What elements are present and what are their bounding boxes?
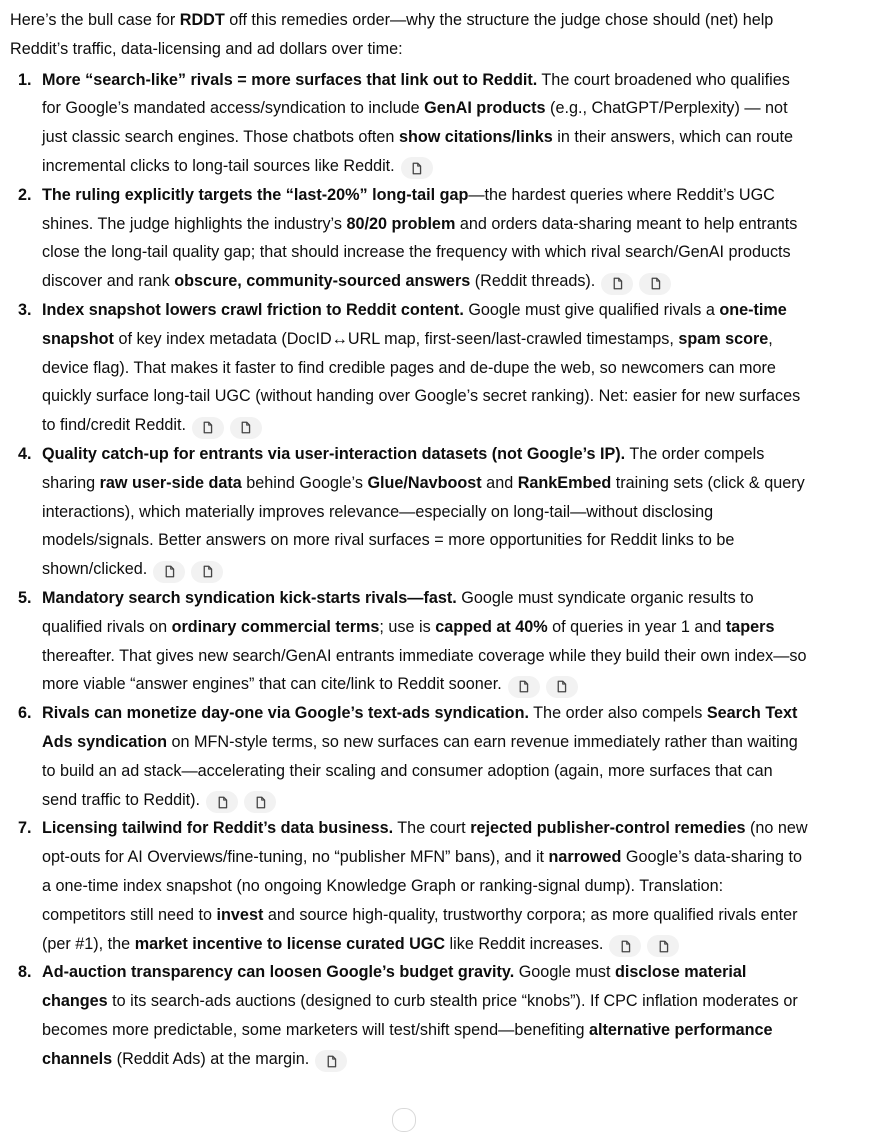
bold-text: raw user-side data: [99, 473, 242, 492]
body-text: training sets (click & query interactions), which materially improves relevance—especially on long-tail—without disclosing models/signals. Better answers on more rival surfaces = more opportunities for Reddit links to be shown/clicked.: [42, 473, 805, 579]
bold-text: Search Text Ads syndication: [42, 704, 798, 751]
intro-paragraph: [10, 6, 810, 64]
body-text: behind Google’s: [241, 473, 368, 492]
body-text: of key index metadata (DocID↔URL map, first-seen/last-crawled timestamps,: [113, 329, 679, 348]
body-text: The court: [393, 819, 471, 838]
bold-text: capped at 40%: [435, 617, 548, 636]
bold-text: Rivals can monetize day-one via Google’s text-ads syndication.: [42, 704, 529, 723]
bold-text: alternative performance channels: [42, 1020, 773, 1068]
document-icon: [619, 940, 632, 953]
document-icon: [517, 680, 530, 693]
body-text: The order also compels: [528, 704, 707, 723]
list-number: 8.: [18, 963, 32, 982]
bold-text: invest: [216, 905, 264, 924]
body-text: in their answers, which can route incremental clicks to long-tail sources like Reddit.: [42, 128, 793, 175]
list-item: [10, 296, 810, 440]
citation-button[interactable]: [315, 1050, 347, 1072]
bold-text: More “search-like” rivals = more surfaces that link out to Reddit.: [42, 70, 538, 89]
body-text: The order compels sharing: [42, 444, 765, 492]
citation-button[interactable]: [609, 935, 641, 957]
document-icon: [216, 796, 229, 809]
body-text: ; use is: [379, 617, 436, 636]
citation-button[interactable]: [153, 561, 185, 583]
bold-text: Glue/Navboost: [367, 473, 482, 492]
intro-ticker: RDDT: [179, 11, 225, 29]
bull-case-list: [10, 66, 810, 1074]
body-text: and: [481, 473, 518, 492]
list-number: 3.: [18, 300, 32, 319]
document-icon: [163, 565, 176, 578]
bold-text: 80/20 problem: [346, 214, 456, 233]
citation-button[interactable]: [230, 417, 262, 439]
bold-text: Index snapshot lowers crawl friction to Reddit content.: [42, 300, 464, 319]
list-item: [10, 584, 810, 699]
body-text: (Reddit Ads) at the margin.: [112, 1049, 310, 1068]
document-icon: [611, 277, 624, 290]
citation-button[interactable]: [192, 417, 224, 439]
body-text: on MFN-style terms, so new surfaces can earn revenue immediately rather than waiting to build an ad stack—accelerating their scaling and consumer adoption (again, more surfaces that can send traffic to Reddit).: [42, 732, 798, 809]
body-text: Google must: [514, 963, 615, 982]
body-text: and orders data-sharing meant to help entrants close the long-tail quality gap; that should increase the frequency with which rival search/GenAI products discover and rank: [42, 214, 798, 291]
body-text: —the hardest queries where Reddit’s UGC shines. The judge highlights the industry’s: [42, 185, 775, 233]
bold-text: one-time snapshot: [42, 300, 787, 348]
bold-text: narrowed: [548, 848, 622, 867]
document-icon: [325, 1055, 338, 1068]
body-text: (no new opt-outs for AI Overviews/fine-tuning, no “publisher MFN” bans), and it: [42, 819, 808, 867]
body-text: Google must give qualified rivals a: [463, 300, 720, 319]
bold-text: rejected publisher-control remedies: [470, 819, 746, 838]
bold-text: show citations/links: [398, 128, 553, 147]
citation-button[interactable]: [546, 676, 578, 698]
bold-text: Mandatory search syndication kick-starts rivals—fast.: [42, 588, 457, 607]
chat-message: [10, 6, 810, 1073]
list-number: 5.: [18, 588, 32, 607]
list-number: 2.: [18, 185, 32, 204]
body-text: The court broadened who qualifies for Google’s mandated access/syndication to include: [42, 70, 790, 118]
bold-text: GenAI products: [424, 99, 546, 118]
body-text: , device flag). That makes it faster to find credible pages and de-dupe the web, so newcomers can more quickly surface long-tail UGC (without handing over Google’s secret ranking). Net: easier for new surfaces to find/credit Reddit.: [42, 329, 801, 435]
bold-text: disclose material changes: [42, 963, 747, 1011]
citation-button[interactable]: [206, 791, 238, 813]
body-text: and source high-quality, trustworthy corpora; as more qualified rivals enter (per #1), the: [42, 905, 798, 953]
list-item: [10, 814, 810, 958]
body-text: Google must syndicate organic results to qualified rivals on: [42, 588, 754, 636]
bold-text: market incentive to license curated UGC: [134, 934, 446, 953]
body-text: thereafter. That gives new search/GenAI entrants immediate coverage while they build their own index—so more viable “answer engines” that can cite/link to Reddit sooner.: [42, 646, 807, 694]
document-icon: [201, 421, 214, 434]
body-text: to its search-ads auctions (designed to curb stealth price “knobs”). If CPC inflation moderates or becomes more predictable, some marketers will test/shift spend—benefiting: [42, 992, 798, 1039]
bold-text: Quality catch-up for entrants via user-interaction datasets (not Google’s IP).: [42, 444, 626, 463]
citation-button[interactable]: [191, 561, 223, 583]
citation-button[interactable]: [639, 273, 671, 295]
document-icon: [657, 940, 670, 953]
document-icon: [410, 162, 423, 175]
bold-text: The ruling explicitly targets the “last-20%” long-tail gap: [42, 185, 469, 204]
citation-button[interactable]: [401, 157, 433, 179]
bold-text: ordinary commercial terms: [171, 617, 380, 636]
list-number: 6.: [18, 704, 32, 723]
body-text: Google’s data-sharing to a one-time index snapshot (no ongoing Knowledge Graph or ranking-signal dump). Translation: competitors still need to: [42, 848, 802, 924]
body-text: (e.g., ChatGPT/Perplexity) — not just classic search engines. Those chatbots often: [42, 99, 788, 147]
body-text: (Reddit threads).: [470, 272, 596, 291]
citation-button[interactable]: [244, 791, 276, 813]
list-number: 4.: [18, 444, 32, 463]
document-icon: [649, 277, 662, 290]
bold-text: obscure, community-sourced answers: [174, 272, 471, 291]
bold-text: Licensing tailwind for Reddit’s data business.: [42, 819, 394, 838]
list-item: [10, 958, 810, 1073]
intro-text-post: off this remedies order—why the structure the judge chose should (net) help Reddit’s traffic, data-licensing and ad dollars over time:: [10, 11, 774, 58]
bold-text: spam score: [678, 329, 769, 348]
list-item: [10, 181, 810, 296]
document-icon: [555, 680, 568, 693]
list-item: [10, 699, 810, 814]
bold-text: tapers: [725, 617, 775, 636]
list-number: 1.: [18, 70, 32, 89]
intro-text-pre: Here’s the bull case for: [10, 11, 180, 29]
bold-text: Ad-auction transparency can loosen Google’s budget gravity.: [42, 963, 515, 982]
body-text: like Reddit increases.: [445, 934, 604, 953]
document-icon: [201, 565, 214, 578]
scroll-down-icon[interactable]: [392, 1108, 416, 1132]
list-number: 7.: [18, 819, 32, 838]
citation-button[interactable]: [647, 935, 679, 957]
document-icon: [254, 796, 267, 809]
body-text: of queries in year 1 and: [547, 617, 726, 636]
list-item: [10, 66, 810, 181]
list-item: [10, 440, 810, 584]
document-icon: [239, 421, 252, 434]
citation-button[interactable]: [508, 676, 540, 698]
bold-text: RankEmbed: [517, 473, 612, 492]
citation-button[interactable]: [601, 273, 633, 295]
